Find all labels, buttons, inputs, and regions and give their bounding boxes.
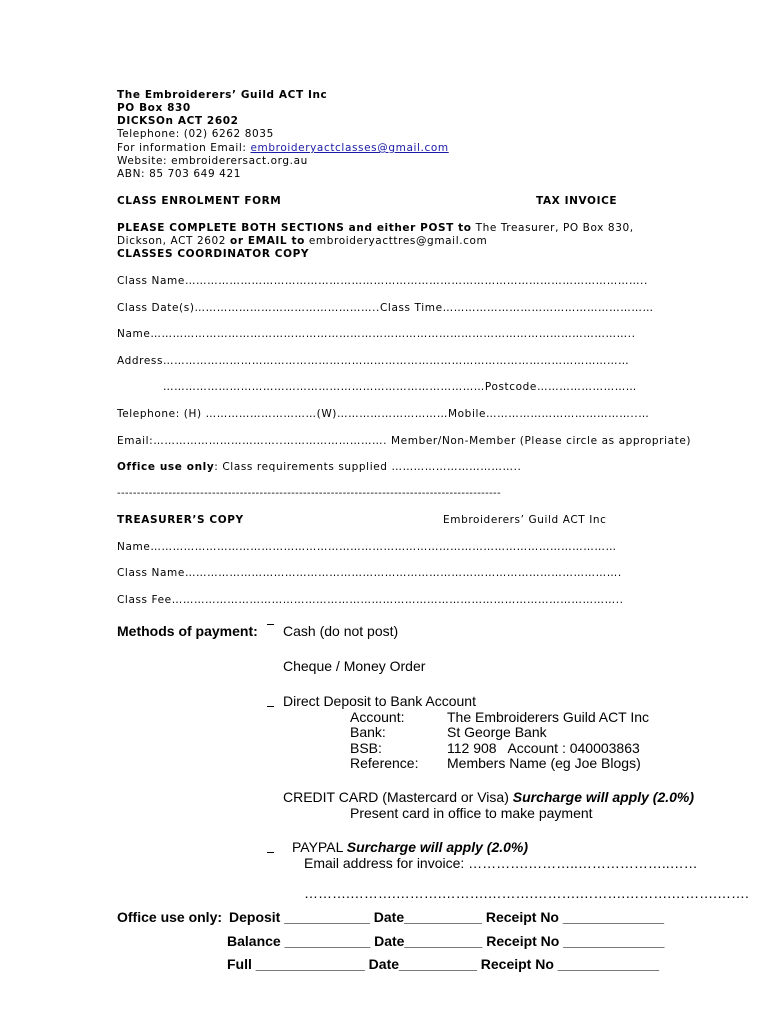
instructions-bold: or EMAIL to [230,235,305,247]
website: Website: embroiderersact.org.au [117,155,308,167]
checkbox-dash-icon [267,852,274,853]
po-box: PO Box 830 [117,102,191,114]
paypal-text: PAYPAL [292,839,347,855]
credit-card-text: CREDIT CARD (Mastercard or Visa) [283,789,513,805]
bank-label: Bank: [350,724,386,740]
treasurer-guild: Embroiderers’ Guild ACT Inc [443,514,607,526]
office-use-text: : Class requirements supplied …………………………….. [214,461,522,473]
bsb-label: BSB: [350,740,382,756]
name-field: Name………………………………………………………………………………………………………………….. [117,328,636,340]
account-label: Account: [350,709,405,725]
class-name-field: Class Name…………………………………………………………………………………………………………….. [117,275,648,287]
checkbox-dash-icon [267,706,274,707]
instructions-line1 [117,222,634,235]
tax-invoice: TAX INVOICE [536,195,618,207]
paypal-option [292,839,528,855]
bank-value: St George Bank [447,724,547,740]
credit-card-option [283,789,694,805]
treasurer-class-fee-field: Class Fee………………………………………………………………………………………………………….. [117,594,624,606]
cheque-option: Cheque / Money Order [283,658,426,674]
treasurer-title: TREASURER’S COPY [117,514,244,526]
form-title: CLASS ENROLMENT FORM [117,195,282,207]
city: DICKSOn ACT 2602 [117,115,239,127]
email-link[interactable]: embroideryactclasses@gmail.com [250,142,449,154]
payment-label: Methods of payment: [117,623,258,639]
full-row: Full ______________ Date__________ Receipt No _____________ [227,956,659,972]
paypal-email: Email address for invoice: ………….………..………………..…… [304,855,698,871]
email-field: Email:……………………………..………………………. Member/Non-Member (Please circle as appropriate) [117,435,692,447]
cash-option: Cash (do not post) [283,623,399,639]
account-value: The Embroiderers Guild ACT Inc [447,709,650,725]
bsb-value: 112 908 Account : 040003863 [447,740,640,756]
copy-label: CLASSES COORDINATOR COPY [117,248,310,260]
paypal-email-line: ……….……….……….……….……….……….……….……….……….……. [304,885,749,901]
reference-label: Reference: [350,755,419,771]
surcharge-note: Surcharge will apply (2.0%) [512,789,695,805]
postcode-field: ……………………………………………………………………………Postcode……………………… [163,381,637,393]
class-dates-field: Class Date(s)…………………………………………..Class Time………………………………………………… [117,302,654,314]
reference-value: Members Name (eg Joe Blogs) [447,755,641,771]
treasurer-class-name-field: Class Name………………………………………………………………………………………………………. [117,567,622,579]
instructions-normal: embroideryacttres@gmail.com [304,235,488,247]
direct-deposit-option: Direct Deposit to Bank Account [283,693,476,709]
checkbox-dash-icon [267,624,274,625]
instructions-line2 [117,235,487,248]
office-use-label: Office use only: [117,909,223,925]
balance-row: Balance ___________ Date__________ Receipt No _____________ [227,933,665,949]
email-label: For information Email: [117,142,251,154]
address-field: Address……………………………………………………………………………………………………………… [117,355,630,367]
treasurer-name-field: Name……………………………………………………………………………………………………………… [117,541,617,553]
surcharge-note: Surcharge will apply (2.0%) [346,839,529,855]
instructions-bold: PLEASE COMPLETE BOTH SECTIONS and either POST to [117,222,472,234]
deposit-row: Deposit ___________ Date__________ Receipt No _____________ [229,909,665,925]
office-use-label: Office use only [117,461,215,473]
office-use-line [117,461,521,474]
credit-card-note: Present card in office to make payment [350,805,593,821]
instructions-normal: Dickson, ACT 2602 [117,235,231,247]
instructions-normal: The Treasurer, PO Box 830, [471,222,634,234]
telephone-field: Telephone: (H) …………………………(W)…………………………Mobile…………………………………..… [117,408,650,420]
cut-line: ------------------------------------------------------------------------------------------------- [117,488,501,499]
phone: Telephone: (02) 6262 8035 [117,128,274,140]
org-name: The Embroiderers’ Guild ACT Inc [117,89,328,101]
email-line [117,142,449,155]
abn: ABN: 85 703 649 421 [117,168,242,180]
